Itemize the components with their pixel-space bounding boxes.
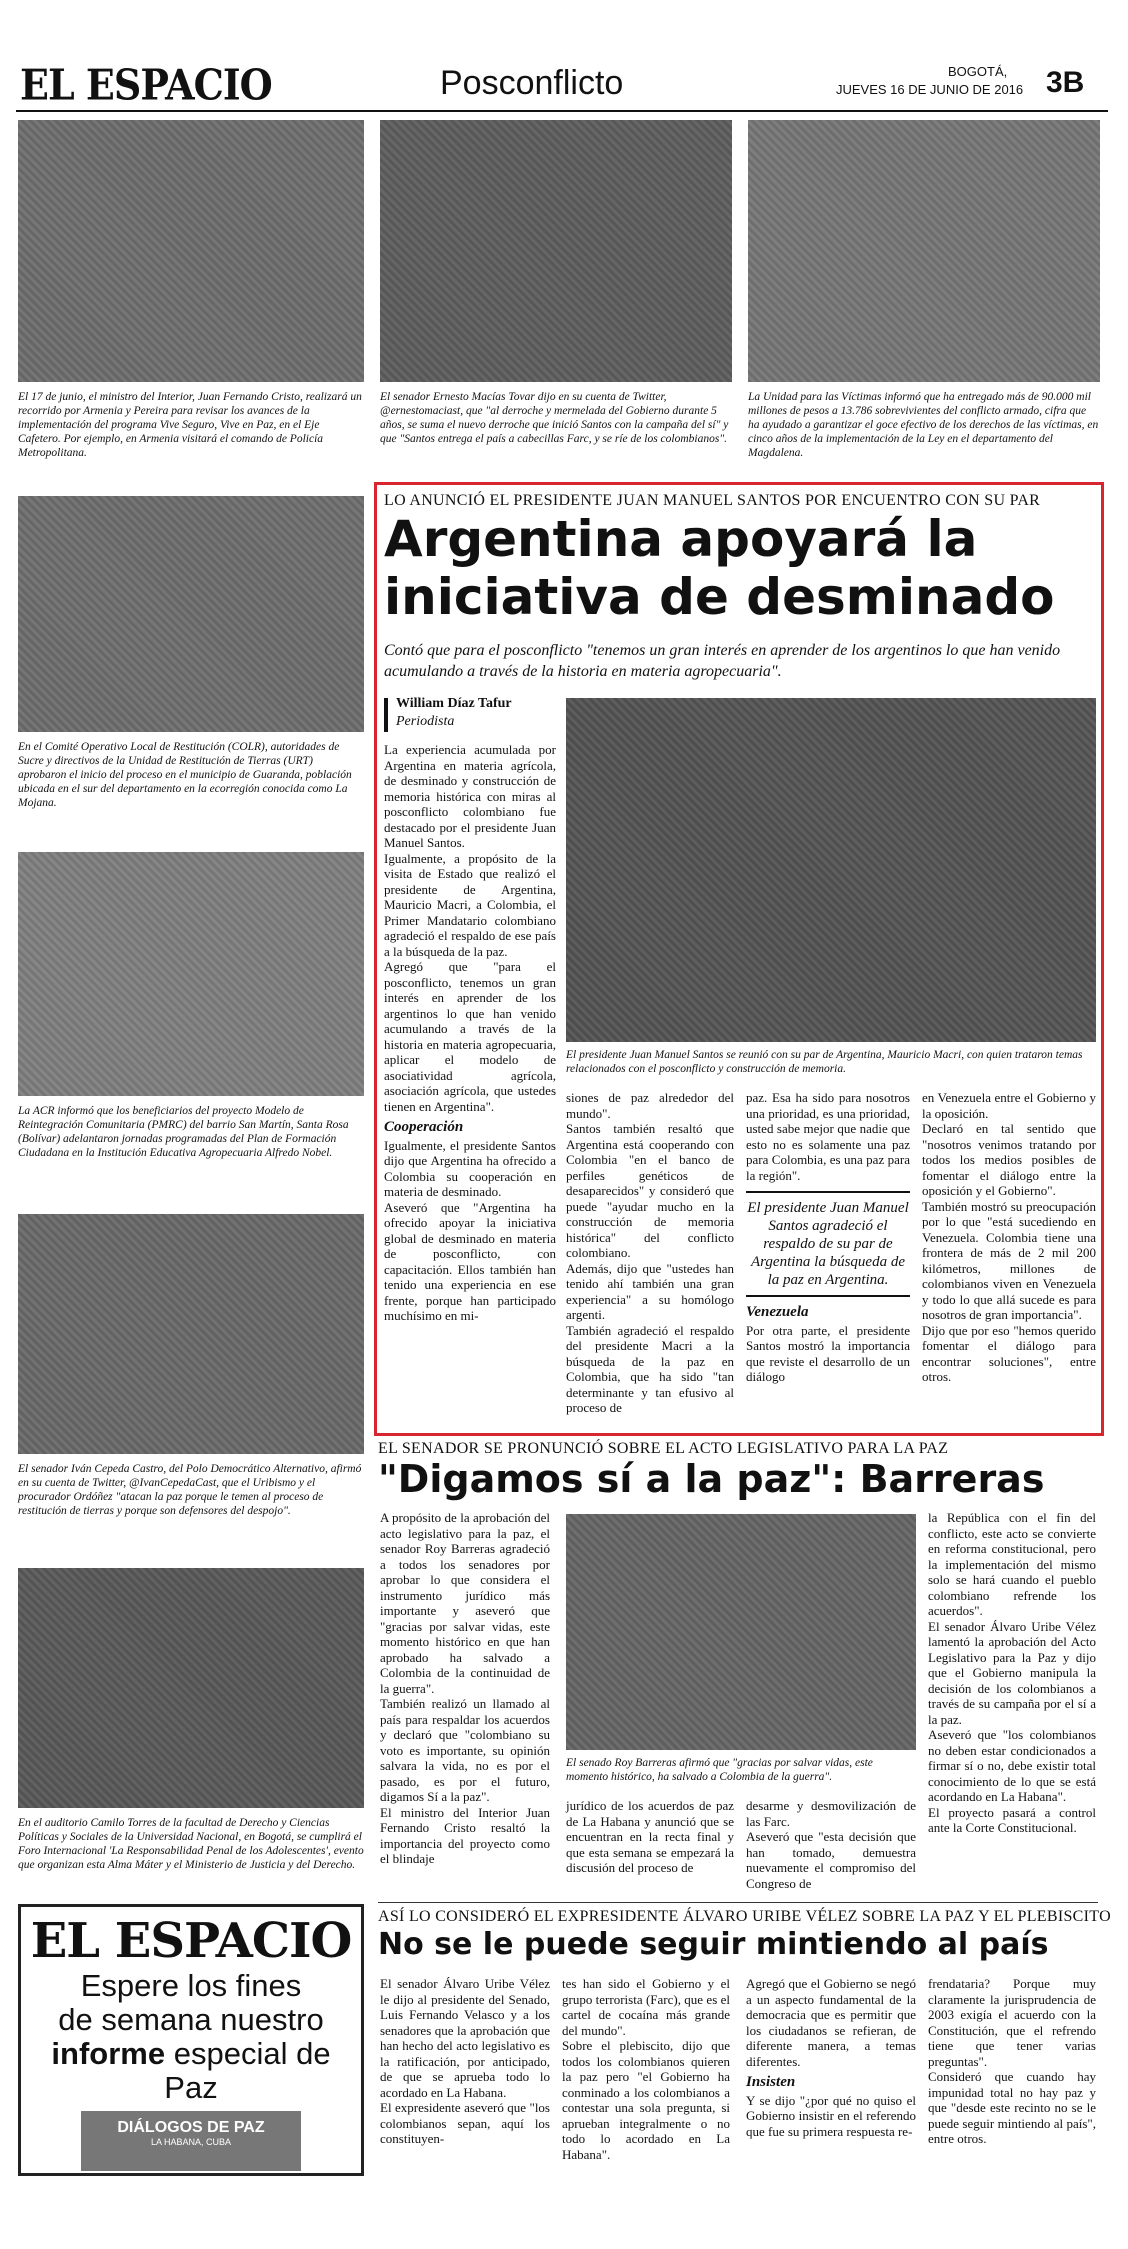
article1-role: Periodista xyxy=(396,714,455,729)
article3-col3 xyxy=(746,1976,916,2139)
left-photo-4-caption: En el auditorio Camilo Torres de la facultad de Derecho y Ciencias Políticas y Sociales de la Universidad Nacional, en Bogotá, se cumplirá el Foro Internacional 'La Responsabilidad Penal de los Adolescentes', evento que organizan esta Alma Máter y el Ministerio de Justicia y del Derecho. xyxy=(18,1817,364,1871)
article3-kicker: ASÍ LO CONSIDERÓ EL EXPRESIDENTE ÁLVARO URIBE VÉLEZ SOBRE LA PAZ Y EL PLEBISCITO xyxy=(378,1908,1111,1925)
article1-col2-p3: Además, dijo que "ustedes han tenido ahí también una gran experiencia" a su homólogo argenti. xyxy=(566,1260,734,1322)
article3-col2-p1: tes han sido el Gobierno y el grupo terrorista (Farc), que es el cartel de cocaína más grande del mundo". xyxy=(562,1976,730,2038)
article1-dek: Contó que para el posconflicto "tenemos un gran interés en aprender de los argentinos lo que han venido acumulando a través de la historia en materia agropecuaria". xyxy=(384,642,1061,680)
article1-col2-p1: siones de paz alrededor del mundo". xyxy=(566,1090,734,1121)
article3-col2-p2: Sobre el plebiscito, dijo que todos los colombianos quieren la paz pero "el Gobierno ha conminado a los colombianos a contestar una sola pregunta, si aprueban integralmente o no todo lo acordado en La Habana". xyxy=(562,2038,730,2162)
ad-box xyxy=(18,1904,364,2176)
article2-col2 xyxy=(566,1798,734,1876)
article1-headline-2: iniciativa de desminado xyxy=(384,568,1055,626)
article2-col4-p1: la República con el fin del conflicto, este acto se convierte en reforma constitucional, pero la implementación del mismo solo se hará cuando el pueblo colombiano refrende los acuerdos". xyxy=(928,1510,1096,1618)
left-photo-1 xyxy=(18,496,364,732)
article1-col3-p1: paz. Esa ha sido para nosotros una prioridad, es una prioridad, usted sabe mejor que nadie que esto no es solamente una paz para Colombia, es una paz para la región". xyxy=(746,1090,910,1183)
left-photo-2-caption: La ACR informó que los beneficiarios del proyecto Modelo de Reintegración Comunitaria (PMRC) del barrio San Martín, Santa Rosa (Bolívar) adelantaron jornadas programadas del Plan de Formación Ciudadana en la Institución Educativa Agropecuaria Alfredo Nobel. xyxy=(18,1105,349,1159)
article3-col2 xyxy=(562,1976,730,2162)
article2-col1-p3: El ministro del Interior Juan Fernando Cristo resaltó la importancia del proyecto como el blindaje xyxy=(380,1804,550,1866)
article1-photo-caption: El presidente Juan Manuel Santos se reunió con su par de Argentina, Mauricio Macri, con quien trataron temas relacionados con el posconflicto y construcción de memoria. xyxy=(566,1049,1083,1075)
left-photo-4 xyxy=(18,1568,364,1808)
top-photo-2-caption: El senador Ernesto Macías Tovar dijo en su cuenta de Twitter, @ernestomaciast, que "al derroche y mermelada del Gobierno durante 5 años, se suma el nuevo derroche que inició Santos con la campaña del sí" y que "Santos entrega el país a cabecillas Farc, y se ríe de los colombianos". xyxy=(380,391,729,445)
ad-logo-sub: LA HABANA, CUBA xyxy=(150,2137,232,2147)
article3-rule xyxy=(378,1902,1098,1903)
article1-col2-p2: Santos también resaltó que Argentina está cooperando con Colombia "en el banco de perfiles genéticos de desaparecidos" y consideró que puede "ayudar mucho en la construcción de memoria histórica" del conflicto colombiano. xyxy=(566,1121,734,1260)
article3-col1-p1: El senador Álvaro Uribe Vélez le dijo al presidente del Senado, Luis Fernando Velasco y a los senadores que la aprobación que han hecho del acto legislativo es la ratificación, por anticipado, de que se aprueba todo lo acordado en La Habana. xyxy=(380,1976,550,2100)
ad-line-3 xyxy=(21,2037,361,2105)
article2-col3-p2: Aseveró que "esta decisión que han tomado, demuestra nuevamente el compromiso del Congreso de xyxy=(746,1829,916,1891)
section-title: Posconflicto xyxy=(440,64,624,102)
article1-kicker: LO ANUNCIÓ EL PRESIDENTE JUAN MANUEL SANTOS POR ENCUENTRO CON SU PAR xyxy=(384,492,1041,509)
article2-photo-caption: El senado Roy Barreras afirmó que "gracias por salvar vidas, este momento histórico, ha salvado a Colombia de la guerra". xyxy=(566,1757,873,1783)
ad-line-2: de semana nuestro xyxy=(58,2002,324,2037)
article3-col3-p2: Y se dijo "¿por qué no quiso el Gobierno insistir en el referendo que fue su primera respuesta re- xyxy=(746,2092,916,2139)
top-photo-2 xyxy=(380,120,732,382)
article3-col4-p1: frendataria? Porque muy claramente la jurisprudencia de 2003 exigía el acuerdo con la Constitución, que el refrendo tiene que tener varias preguntas". xyxy=(928,1976,1096,2069)
article2-col4-p3: Aseveró que "los colombianos no deben estar condicionados a firmar sí o no, debe existir total conocimiento de lo que se está acordando en La Habana". xyxy=(928,1727,1096,1804)
article1-col4-p1: en Venezuela entre el Gobierno y la oposición. xyxy=(922,1090,1096,1121)
article1-headline-1: Argentina apoyará la xyxy=(384,510,978,568)
article2-col1-p2: También realizó un llamado al país para respaldar los acuerdos y declaró que "colombiano su voto es importante, su opinión salvara la vida, no es por el pasado, es por el futuro, digamos Sí a la paz". xyxy=(380,1696,550,1804)
article2-kicker: EL SENADOR SE PRONUNCIÓ SOBRE EL ACTO LEGISLATIVO PARA LA PAZ xyxy=(378,1440,949,1457)
article3-col4-p2: Consideró que cuando hay impunidad total no hay paz y que "desde este recinto no se le puede seguir mintiendo al país", entre otros. xyxy=(928,2069,1096,2146)
article3-col3-p1: Agregó que el Gobierno se negó a un aspecto fundamental de la democracia que es permitir que los ciudadanos se refieran, de diferente manera, a temas diferentes. xyxy=(746,1976,916,2069)
article1-photo xyxy=(566,698,1096,1042)
article1-col1 xyxy=(384,742,556,1324)
article3-subhead-insisten: Insisten xyxy=(746,2074,796,2090)
article1-col1-p5: Aseveró que "Argentina ha ofrecido apoyar la iniciativa global de desminado en materia de posconflicto, con capacitación. Ellos también han tenido una experiencia en ese frente, porque han participado muchísimo en mi- xyxy=(384,1199,556,1323)
article1-col1-p4: Igualmente, el presidente Santos dijo que Argentina ha ofrecido a Colombia su cooperación en materia de desminado. xyxy=(384,1137,556,1199)
ad-line-3-bold: informe xyxy=(51,2036,166,2071)
left-photo-3 xyxy=(18,1214,364,1454)
header-rule xyxy=(16,110,1108,112)
article1-col4-p3: También mostró su preocupación por lo que "está sucediendo en Venezuela. Colombia tiene una frontera de más de 2 mil 200 kilómetros, millones de colombianos viven en Venezuela y todo lo que allá sucede es para nosotros de gran importancia". xyxy=(922,1198,1096,1322)
article3-col4 xyxy=(928,1976,1096,2147)
author-bar xyxy=(384,698,388,732)
ad-brand: EL ESPACIO xyxy=(30,1913,352,1969)
ad-line-1: Espere los fines xyxy=(80,1968,302,2003)
article1-col2-p4: También agradeció el respaldo del presidente Macri a la búsqueda de la paz en Colombia, que ha sido "tan determinante y tan efusivo al proceso de xyxy=(566,1322,734,1415)
masthead-brand: EL ESPACIO xyxy=(20,59,272,110)
page-number: 3B xyxy=(1046,66,1085,99)
ad-line-3-rest: especial de Paz xyxy=(164,2036,331,2105)
article3-col1-p2: El expresidente aseveró que "los colombianos sepan, aquí los constituyen- xyxy=(380,2100,550,2146)
article2-col4-p2: El senador Álvaro Uribe Vélez lamentó la aprobación del Acto Legislativo para la Paz y dijo que el Gobierno manipula la decisión de los colombianos a través de su campaña por el sí a la paz. xyxy=(928,1618,1096,1727)
article1-subhead-cooperacion: Cooperación xyxy=(384,1119,464,1135)
article2-col2-p1: jurídico de los acuerdos de paz de La Habana y anunció que se encuentran en la recta final y que esta semana se empezará la discusión del proceso de xyxy=(566,1798,734,1875)
article2-headline: "Digamos sí a la paz": Barreras xyxy=(378,1457,1045,1501)
top-photo-1 xyxy=(18,120,364,382)
ad-logo xyxy=(81,2111,301,2171)
pullquote: El presidente Juan Manuel Santos agradeció el respaldo de su par de Argentina la búsqueda de la paz en Argentina. xyxy=(746,1191,910,1297)
top-photo-3 xyxy=(748,120,1100,382)
article1-col1-p3: Agregó que "para el posconflicto, tenemos un gran interés en aprender de los argentinos lo que han venido acumulando a través de la historia en materia agropecuaria, aplicar el modelo de asociatividad agrícola, asociación agrícola, que ustedes tienen en Argentina". xyxy=(384,959,556,1114)
article2-col3-p1: desarme y desmovilización de las Farc. xyxy=(746,1798,916,1829)
article1-author: William Díaz Tafur xyxy=(396,696,512,711)
top-photo-1-caption: El 17 de junio, el ministro del Interior, Juan Fernando Cristo, realizará un recorrido por Armenia y Pereira para revisar los avances de la implementación del programa Vive Seguro, Vive en Paz, en el Eje Cafetero. Por ejemplo, en Armenia visitará el comando de Policía Metropolitana. xyxy=(18,391,362,459)
article1-col3-p2: Por otra parte, el presidente Santos mostró la importancia que reviste el desarrollo de un diálogo xyxy=(746,1322,910,1384)
article2-col4 xyxy=(928,1510,1096,1836)
article1-col2 xyxy=(566,1090,734,1416)
article1-col4 xyxy=(922,1090,1096,1385)
header-date: JUEVES 16 DE JUNIO DE 2016 xyxy=(836,82,1024,97)
article2-col1 xyxy=(380,1510,550,1867)
left-photo-1-caption: En el Comité Operativo Local de Restitución (COLR), autoridades de Sucre y directivos de la Unidad de Restitución de Tierras (URT) aprobaron el inicio del proceso en el municipio de Guaranda, población ubicada en el sur del departamento en la ecorregión conocida como La Mojana. xyxy=(18,741,352,809)
article1-subhead-venezuela: Venezuela xyxy=(746,1304,809,1320)
article2-photo xyxy=(566,1514,916,1750)
article1-col4-p4: Dijo que por eso "hemos querido fomentar el diálogo para encontrar soluciones", entre otros. xyxy=(922,1322,1096,1384)
article3-headline: No se le puede seguir mintiendo al país xyxy=(378,1927,1049,1962)
top-photo-3-caption: La Unidad para las Víctimas informó que ha entregado más de 90.000 mil millones de pesos a 13.786 sobrevivientes del conflicto armado, cifra que ha ayudado a garantizar el goce efectivo de los derechos de las víctimas, en cinco años de la implementación de la Ley en el departamento del Magdalena. xyxy=(748,391,1099,459)
article2-col4-p4: El proyecto pasará a control ante la Corte Constitucional. xyxy=(928,1804,1096,1835)
left-photo-3-caption: El senador Iván Cepeda Castro, del Polo Democrático Alternativo, afirmó en su cuenta de Twitter, @IvanCepedaCast, que el Uribismo y el procurador Ordóñez "atacan la paz porque le temen al proceso de restitución de tierras y porque son defensores del despojo". xyxy=(18,1463,362,1517)
article2-col1-p1: A propósito de la aprobación del acto legislativo para la paz, el senador Roy Barreras agradeció a todos los senadores por aprobar lo que considera el instrumento jurídico más importante y aseveró que "gracias por salvar vidas, este momento histórico en que han aprobado ha salvado a Colombia de la continuidad de la guerra". xyxy=(380,1510,550,1696)
article3-col1 xyxy=(380,1976,550,2147)
left-photo-2 xyxy=(18,852,364,1096)
ad-logo-text: DIÁLOGOS DE PAZ xyxy=(117,2119,265,2136)
article1-col1-p1: La experiencia acumulada por Argentina en materia agrícola, de desminado y construcción de memoria histórica con miras al posconflicto colombiano fue destacado por el presidente Juan Manuel Santos. xyxy=(384,742,556,850)
article1-col3 xyxy=(746,1090,910,1385)
header-city: BOGOTÁ, xyxy=(948,64,1008,79)
article1-col1-p2: Igualmente, a propósito de la visita de Estado que realizó el presidente de Argentina, Mauricio Macri, a Colombia, el Primer Mandatario colombiano agradeció el respaldo de ese país a la búsqueda de la paz. xyxy=(384,850,556,959)
article1-col4-p2: Declaró en tal sentido que "nosotros venimos tratando por todos los medios posibles de fomentar el diálogo entre la oposición y el Gobierno". xyxy=(922,1121,1096,1198)
article2-col3 xyxy=(746,1798,916,1891)
